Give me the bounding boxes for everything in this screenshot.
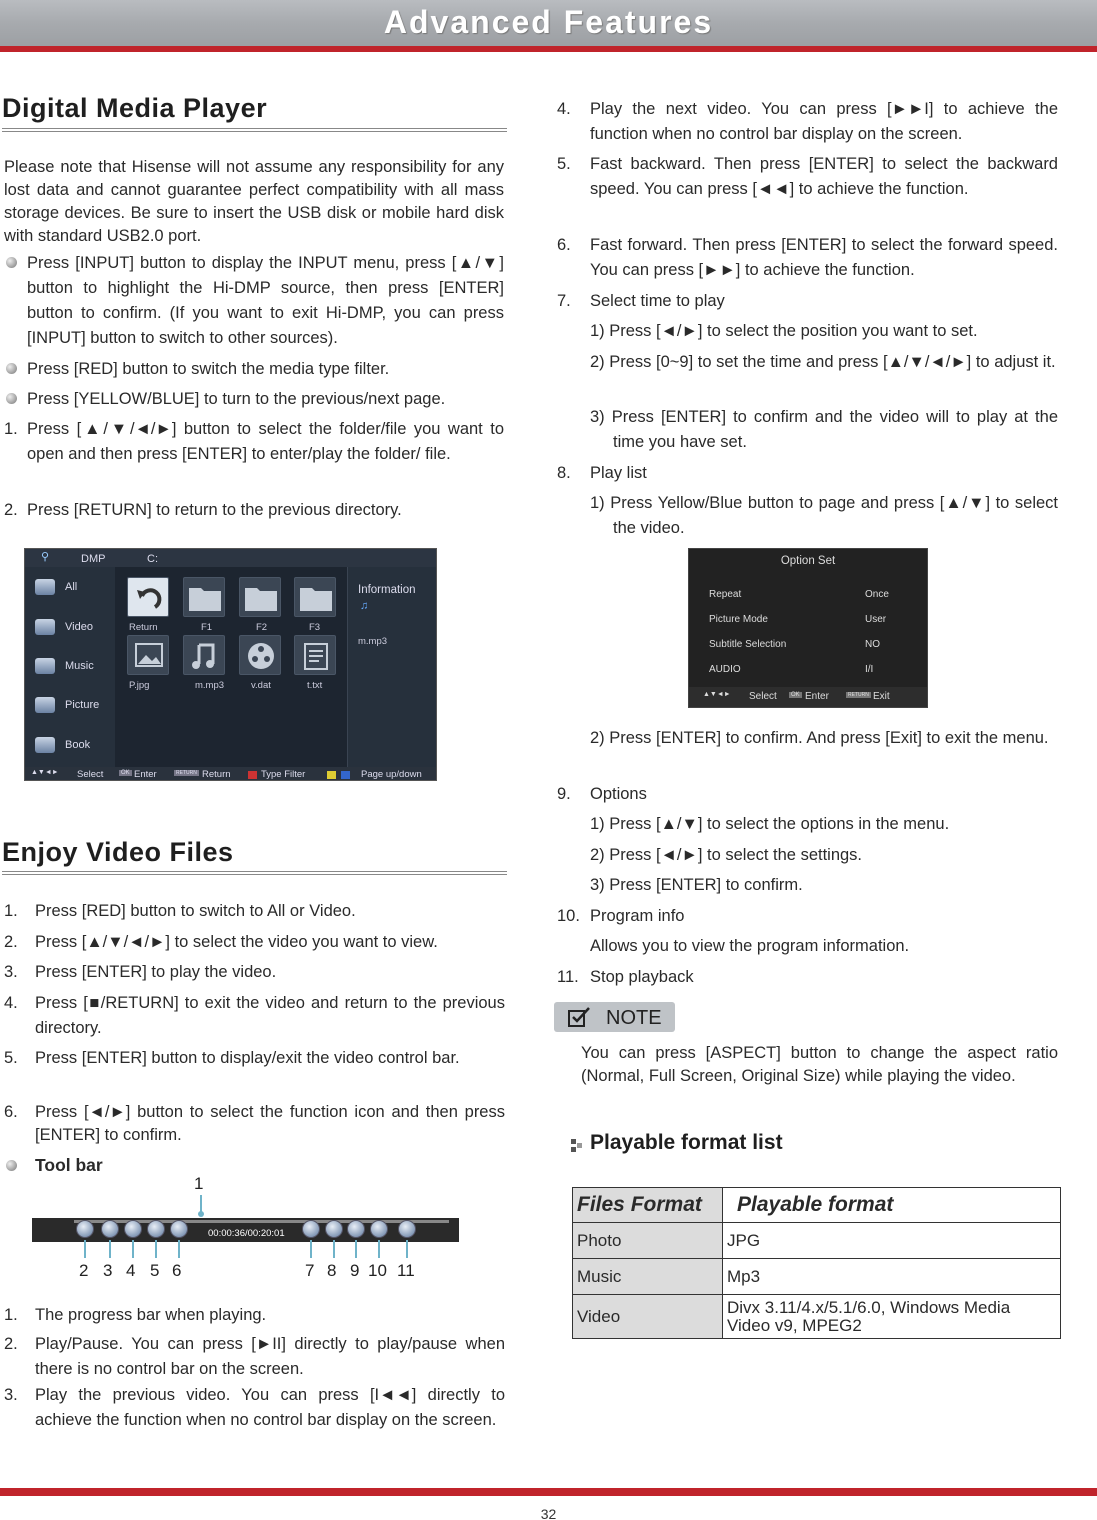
option-row[interactable]: Picture Mode User <box>709 614 887 625</box>
right-step-num: 7. <box>557 292 571 310</box>
tool-step-num: 2. <box>4 1335 18 1353</box>
dmp-bullet-1: Press [INPUT] button to display the INPUT menu, press [▲/▼] button to highlight the Hi-DMP source, then press [ENTER] button to confirm. (If you want to exit Hi-DMP, you can press [INPUT] button to switch to other sources). <box>27 254 504 347</box>
ok-icon: OK <box>791 692 800 698</box>
goto-time-icon[interactable] <box>302 1220 320 1238</box>
playback-time: 00:00:36/00:20:01 <box>208 1228 285 1239</box>
tile-label: P.jpg <box>129 680 150 691</box>
right-step-5: Fast backward. Then press [ENTER] to select the backward speed. You can press [◄◄] to achieve the function. <box>590 155 1058 198</box>
return-tile-icon[interactable] <box>127 577 169 617</box>
dmp-step-num: 2. <box>4 501 18 519</box>
video-step-num: 6. <box>4 1103 18 1121</box>
callout-line <box>310 1240 312 1258</box>
page-header <box>0 0 1097 52</box>
callout-line <box>200 1195 202 1212</box>
dmp-sidebar-item-music[interactable]: Music <box>35 656 115 676</box>
dmp-step-1: Press [▲/▼/◄/►] button to select the folder/file you want to open and then press [ENTER] to enter/play the folder/ file. <box>27 420 504 463</box>
table-row <box>573 1259 1061 1295</box>
dmp-sidebar <box>25 567 115 767</box>
dmp-bullet-3: Press [YELLOW/BLUE] to turn to the previous/next page. <box>27 390 446 408</box>
right-step-num: 6. <box>557 236 571 254</box>
callout-number: 6 <box>172 1261 182 1280</box>
option-row[interactable]: Subtitle Selection NO <box>709 639 880 650</box>
video-step-3: Press [ENTER] to play the video. <box>35 963 277 981</box>
table-header-row <box>573 1188 1061 1223</box>
callout-line <box>355 1240 357 1258</box>
right-step-7-2: 2) Press [0~9] to set the time and press [▲/▼/◄/►] to adjust it. <box>590 353 1056 371</box>
right-step-7-3: 3) Press [ENTER] to confirm and the video will to play at the time you have set. <box>590 408 1058 451</box>
music-icon <box>35 658 55 674</box>
callout-line <box>155 1240 157 1258</box>
callout-dot <box>198 1211 204 1217</box>
callout-number: 7 <box>305 1261 315 1280</box>
video-step-num: 2. <box>4 933 18 951</box>
fast-forward-icon[interactable] <box>170 1220 188 1238</box>
dmp-title: Digital Media Player <box>2 93 268 123</box>
dmp-info-panel <box>347 567 437 767</box>
tool-step-2: Play/Pause. You can press [►II] directly to play/pause when there is no control bar on the screen. <box>35 1335 505 1378</box>
video-icon <box>35 619 55 635</box>
playlist-icon[interactable] <box>325 1220 343 1238</box>
option-set-screenshot <box>688 548 928 708</box>
bullet-icon <box>6 257 17 268</box>
return-key-icon: RETURN <box>176 770 197 776</box>
right-step-7: Select time to play <box>590 292 725 310</box>
callout-line <box>406 1240 408 1258</box>
dmp-sidebar-item-picture[interactable]: Picture <box>35 695 115 715</box>
list-marker-icon <box>571 1137 585 1153</box>
footer-red-rule <box>0 1488 1097 1496</box>
fast-backward-icon[interactable] <box>147 1220 165 1238</box>
callout-number: 10 <box>368 1261 387 1280</box>
table-row <box>573 1223 1061 1259</box>
video-step-2: Press [▲/▼/◄/►] to select the video you want to view. <box>35 933 438 951</box>
header-red-rule <box>0 46 1097 52</box>
option-set-title: Option Set <box>780 555 836 567</box>
right-step-9-2: 2) Press [◄/►] to select the settings. <box>590 846 863 864</box>
callout-number: 4 <box>126 1261 136 1280</box>
header-cell: Files Format <box>573 1188 723 1223</box>
usb-icon: ⚲ <box>41 551 50 563</box>
video-step-num: 4. <box>4 994 18 1012</box>
folder-icon[interactable] <box>239 577 281 617</box>
dmp-app-label: DMP <box>81 553 106 565</box>
video-step-num: 5. <box>4 1049 18 1067</box>
tile-label: m.mp3 <box>195 680 225 691</box>
callout-line <box>109 1240 111 1258</box>
dmp-screenshot <box>24 548 437 781</box>
tool-step-3: Play the previous video. You can press [I◄◄] directly to achieve the function when no control bar display on the screen. <box>35 1386 505 1429</box>
table-cell: Photo <box>573 1223 723 1259</box>
tool-step-num: 3. <box>4 1386 18 1404</box>
dmp-bottombar: ▲▼◄► Select OK Enter RETURN Return Type Filter Page up/down <box>25 767 437 781</box>
header-title: Advanced Features <box>383 4 714 40</box>
video-file-icon[interactable] <box>239 635 281 675</box>
red-key-icon <box>248 771 257 779</box>
bullet-icon <box>6 393 17 404</box>
arrow-keys-icon: ▲▼◄► <box>31 769 59 776</box>
callout-line <box>378 1240 380 1258</box>
book-icon <box>35 737 55 753</box>
right-step-4: Play the next video. You can press [►►I] to achieve the function when no control bar display on the screen. <box>590 100 1058 143</box>
callout-line <box>84 1240 86 1258</box>
right-step-9: Options <box>590 785 647 803</box>
right-step-8-2: 2) Press [ENTER] to confirm. And press [Exit] to exit the menu. <box>590 729 1049 747</box>
video-step-4: Press [■/RETURN] to exit the video and return to the previous directory. <box>35 994 505 1037</box>
tile-label: F1 <box>201 622 213 633</box>
right-step-8-1: 1) Press Yellow/Blue button to page and press [▲/▼] to select the video. <box>590 494 1058 537</box>
right-step-6: Fast forward. Then press [ENTER] to select the forward speed. You can press [►►] to achieve the function. <box>590 236 1058 279</box>
note-text: You can press [ASPECT] button to change the aspect ratio (Normal, Full Screen, Original Size) while playing the video. <box>581 1044 1058 1085</box>
tile-label: Return <box>129 622 158 633</box>
toolbar-title: Tool bar <box>35 1155 103 1175</box>
video-step-1: Press [RED] button to switch to All or Video. <box>35 902 356 920</box>
video-step-num: 3. <box>4 963 18 981</box>
callout-number: 5 <box>150 1261 160 1280</box>
table-cell: Divx 3.11/4.x/5.1/6.0, Windows Media Video v9, MPEG2 <box>723 1295 1061 1339</box>
right-step-10: Program info <box>590 907 685 925</box>
right-step-9-1: 1) Press [▲/▼] to select the options in the menu. <box>590 815 950 833</box>
folder-icon[interactable] <box>294 577 336 617</box>
format-table <box>572 1187 1061 1339</box>
dmp-step-num: 1. <box>4 420 18 438</box>
video-control-bar <box>32 1218 459 1242</box>
bullet-icon <box>6 363 17 374</box>
dmp-sidebar-item-video[interactable]: Video <box>35 617 115 637</box>
dmp-bullet-2: Press [RED] button to switch the media type filter. <box>27 360 390 378</box>
next-icon[interactable] <box>124 1220 142 1238</box>
all-icon <box>35 579 55 595</box>
music-note-icon: ♫ <box>360 600 369 612</box>
right-step-num: 4. <box>557 100 571 118</box>
arrow-keys-icon: ▲▼◄► <box>703 691 731 698</box>
stop-icon[interactable] <box>398 1220 416 1238</box>
callout-number: 9 <box>350 1261 360 1280</box>
option-set-bottombar: ▲▼◄► Select OK Enter RETURN Exit <box>689 687 927 707</box>
dmp-sidebar-item-book[interactable]: Book <box>35 735 115 755</box>
option-row[interactable]: Repeat Once <box>709 589 889 600</box>
tile-label: F3 <box>309 622 321 633</box>
video-step-5: Press [ENTER] button to display/exit the video control bar. <box>35 1049 460 1067</box>
previous-icon[interactable] <box>101 1220 119 1238</box>
table-cell: Mp3 <box>723 1259 1061 1295</box>
callout-line <box>333 1240 335 1258</box>
right-step-num: 9. <box>557 785 571 803</box>
options-gear-icon[interactable] <box>347 1220 365 1238</box>
callout-line <box>132 1240 134 1258</box>
callout-number: 1 <box>194 1174 204 1193</box>
picture-file-icon[interactable] <box>127 635 169 675</box>
bullet-icon <box>6 1160 17 1171</box>
return-key-icon: RETURN <box>848 692 869 698</box>
callout-number: 8 <box>327 1261 337 1280</box>
right-step-11: Stop playback <box>590 968 694 986</box>
dmp-step-2: Press [RETURN] to return to the previous directory. <box>27 501 402 519</box>
checkbox-edit-icon <box>568 1007 592 1027</box>
right-step-10-desc: Allows you to view the program information. <box>590 937 910 955</box>
yellow-key-icon <box>327 771 336 779</box>
info-file: m.mp3 <box>358 636 388 647</box>
right-step-8: Play list <box>590 464 647 482</box>
blue-key-icon <box>341 771 350 779</box>
dmp-topbar <box>25 549 437 567</box>
page-number: 32 <box>540 1506 557 1520</box>
video-step-num: 1. <box>4 902 18 920</box>
folder-icon[interactable] <box>183 577 225 617</box>
dmp-title-rule <box>2 128 507 132</box>
dmp-drive-label: C: <box>147 553 158 565</box>
callout-line <box>178 1240 180 1258</box>
tool-step-1: The progress bar when playing. <box>35 1306 267 1324</box>
tile-label: v.dat <box>251 680 271 691</box>
callout-number: 11 <box>397 1261 415 1280</box>
right-step-num: 11. <box>557 968 579 986</box>
callout-number: 3 <box>103 1261 113 1280</box>
table-row <box>573 1295 1061 1339</box>
info-icon[interactable] <box>370 1220 388 1238</box>
video-title: Enjoy Video Files <box>2 837 234 867</box>
header-cell: Playable format <box>723 1188 1061 1223</box>
tile-label: F2 <box>256 622 268 633</box>
format-list-title: Playable format list <box>590 1131 783 1154</box>
picture-icon <box>35 697 55 713</box>
text-file-icon[interactable] <box>294 635 336 675</box>
video-step-6: Press [◄/►] button to select the function icon and then press [ENTER] to confirm. <box>35 1103 505 1144</box>
option-row[interactable]: AUDIO I/I <box>709 664 874 675</box>
note-label: NOTE <box>606 1007 662 1029</box>
music-file-icon[interactable] <box>183 635 225 675</box>
table-cell: Video <box>573 1295 723 1339</box>
right-step-7-1: 1) Press [◄/►] to select the position you want to set. <box>590 322 978 340</box>
play-pause-icon[interactable] <box>76 1220 94 1238</box>
right-step-num: 8. <box>557 464 571 482</box>
table-cell: Music <box>573 1259 723 1295</box>
right-step-num: 5. <box>557 155 571 173</box>
ok-icon: OK <box>121 770 130 776</box>
callout-number: 2 <box>79 1261 89 1280</box>
right-step-9-3: 3) Press [ENTER] to confirm. <box>590 876 803 894</box>
tile-label: t.txt <box>307 680 323 691</box>
dmp-sidebar-item-all[interactable]: All <box>35 577 115 597</box>
tool-step-num: 1. <box>4 1306 18 1324</box>
video-title-rule <box>2 871 507 875</box>
table-cell: JPG <box>723 1223 1061 1259</box>
right-step-num: 10. <box>557 907 580 925</box>
dmp-intro: Please note that Hisense will not assume any responsibility for any lost data and cannot guarantee perfect compatibility with all mass storage devices. Be sure to insert the USB disk or mobile hard disk with standard USB2.0 port. <box>4 158 504 245</box>
info-title: Information <box>358 584 416 596</box>
